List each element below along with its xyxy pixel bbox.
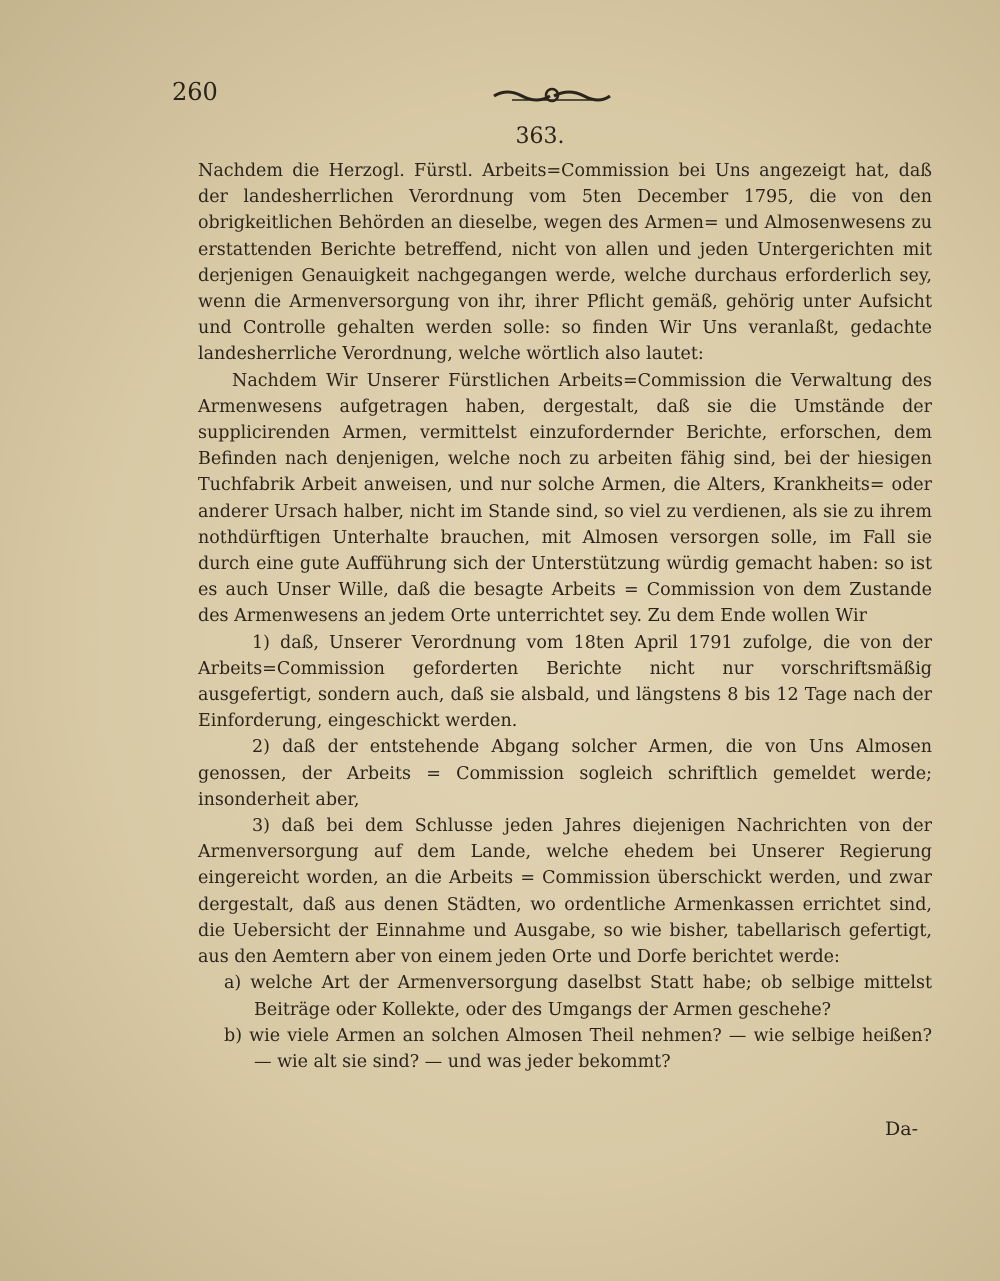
- sub-list-item: b) wie viele Armen an solchen Almosen Theil nehmen? — wie selbige heißen? — wie alt sie sind? — und was jeder bekommt?: [224, 1025, 932, 1072]
- list-item: 3) daß bei dem Schlusse jeden Jahres diejenigen Nachrichten von der Armenversorgung auf dem Lande, welche ehedem bei Unserer Regierung eingereicht worden, an die Arbeits = Commission überschickt werden, und zwar dergestalt, daß aus denen Städten, wo ordentliche Armenkassen errichtet sind, die Uebersicht der Einnahme und Ausgabe, so wie bisher, tabellarisch gefertigt, aus den Aemtern aber von einem jeden Orte und Dorfe berichtet werde:: [198, 816, 932, 968]
- decorative-ornament-icon: [492, 82, 612, 106]
- page-number: 260: [172, 78, 218, 106]
- list-item: 1) daß, Unserer Verordnung vom 18ten April 1791 zufolge, die von der Arbeits=Commission geforderten Berichte nicht nur vorschriftsmäßig ausgefertigt, sondern auch, daß sie alsbald, und längstens 8 bis 12 Tage nach der Einforderung, eingeschickt werden.: [198, 632, 932, 732]
- list-item: 2) daß der entstehende Abgang solcher Armen, die von Uns Almosen genossen, der Arbeits = Commission sogleich schriftlich gemeldet werde; insonderheit aber,: [198, 737, 932, 810]
- catchword: Da-: [885, 1118, 918, 1140]
- sub-list-item: a) welche Art der Armenversorgung daselbst Statt habe; ob selbige mittelst Beiträge oder Kollekte, oder des Umgangs der Armen geschehe?: [224, 973, 932, 1020]
- document-body: [198, 158, 932, 1075]
- page-header: [172, 78, 932, 118]
- quoted-ordinance-paragraph: Nachdem Wir Unserer Fürstlichen Arbeits=Commission die Verwaltung des Armenwesens aufgetragen haben, dergestalt, daß sie die Umstände der supplicirenden Armen, vermittelst einzufordernder Berichte, erforschen, dem Befinden nach denjenigen, welche noch zu arbeiten fähig sind, bei der hiesigen Tuchfabrik Arbeit anweisen, und nur solche Armen, die Alters, Krankheits= oder anderer Ursach halber, nicht im Stande sind, so viel zu verdienen, als sie zu ihrem nothdürftigen Unterhalte brauchen, mit Almosen versorgen solle, im Fall sie durch eine gute Aufführung sich der Unterstützung würdig gemacht haben: so ist es auch Unser Wille, daß die besagte Arbeits = Commission von dem Zustande des Armenwesens an jedem Orte unterrichtet sey. Zu dem Ende wollen Wir: [198, 370, 932, 627]
- intro-paragraph: Nachdem die Herzogl. Fürstl. Arbeits=Commission bei Uns angezeigt hat, daß der landesherrlichen Verordnung vom 5ten December 1795, die von den obrigkeitlichen Behörden an dieselbe, wegen des Armen= und Almosenwesens zu erstattenden Berichte betreffend, nicht von allen und jeden Untergerichten mit derjenigen Genauigkeit nachgegangen werde, welche durchaus erforderlich sey, wenn die Armenversorgung von ihr, ihrer Pflicht gemäß, gehörig unter Aufsicht und Controlle gehalten werden solle: so finden Wir Uns veranlaßt, gedachte landesherrliche Verordnung, welche wörtlich also lautet:: [198, 161, 932, 365]
- document-number: 363.: [515, 124, 565, 149]
